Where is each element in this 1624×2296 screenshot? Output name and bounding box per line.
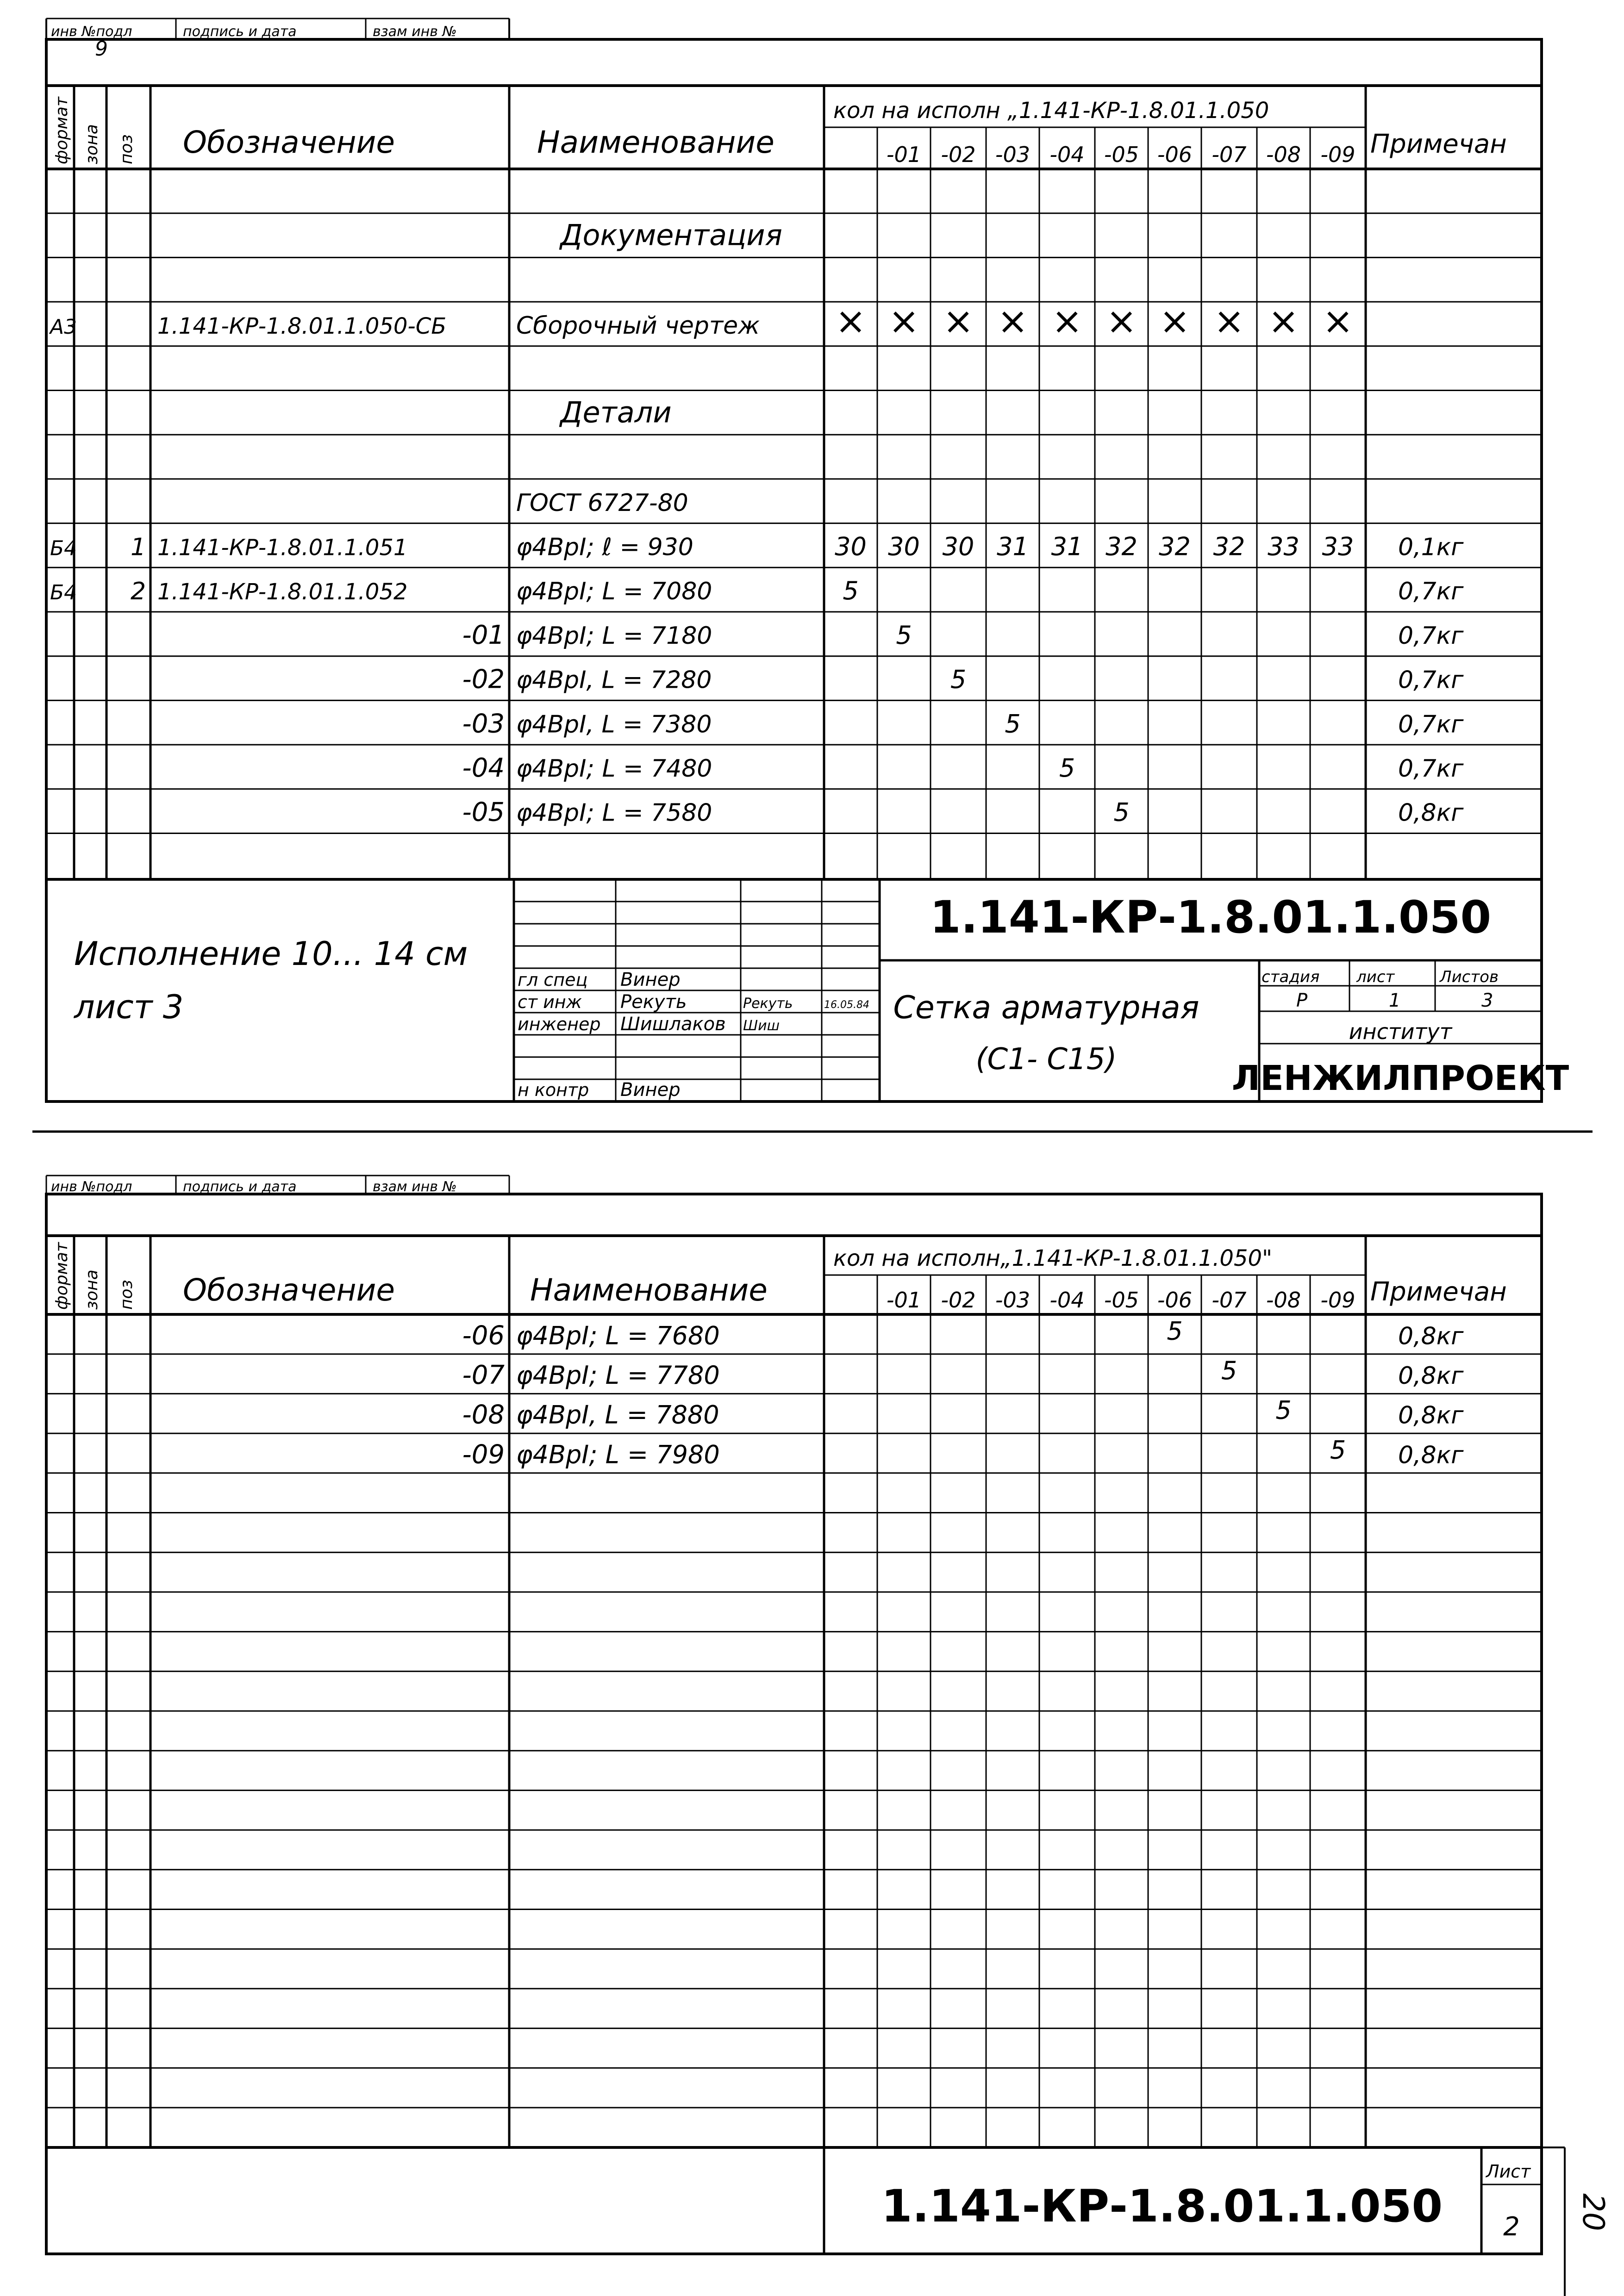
role-label: н контр xyxy=(518,1080,589,1100)
cell-name: φ4ВрI; L = 7480 xyxy=(516,755,712,783)
cell-name: φ4ВрI; ℓ = 930 xyxy=(516,533,693,561)
stamp-replace-label: взам инв № xyxy=(373,1179,457,1195)
header-name: Наименование xyxy=(537,124,775,160)
header-pos: поз xyxy=(117,1280,136,1310)
header-note: Примечан xyxy=(1370,129,1507,159)
cell-quantity: 5 xyxy=(1113,797,1130,827)
cell-quantity: × xyxy=(943,299,974,343)
cell-position: 2 xyxy=(131,578,146,606)
role-signature: Рекуть xyxy=(743,996,793,1012)
cell-designation: 1.141-КР-1.8.01.1.052 xyxy=(157,579,408,605)
role-label: гл спец xyxy=(518,970,588,990)
cell-name: φ4ВрI; L = 7680 xyxy=(516,1321,720,1350)
cell-name: φ4ВрI; L = 7180 xyxy=(516,622,712,650)
cell-name: φ4ВрI, L = 7280 xyxy=(516,666,712,694)
cell-quantity: × xyxy=(835,299,867,343)
header-variant: -07 xyxy=(1212,1288,1247,1313)
cell-note: 0,8кг xyxy=(1398,1401,1464,1430)
cell-quantity: × xyxy=(997,299,1029,343)
cell-quantity: × xyxy=(888,299,920,343)
stamp-inv-value: 9 xyxy=(95,37,108,61)
role-name: Винер xyxy=(620,969,681,990)
cell-quantity: × xyxy=(1322,299,1354,343)
sheet2-frame xyxy=(46,1194,1542,2254)
header-variant: -05 xyxy=(1104,142,1139,167)
cell-position: 1 xyxy=(131,533,146,561)
cell-quantity: × xyxy=(1106,299,1137,343)
header-variant: -04 xyxy=(1049,1288,1085,1313)
cell-note: 0,8кг xyxy=(1398,1322,1464,1350)
cell-quantity: 30 xyxy=(942,532,974,561)
header-variant: -06 xyxy=(1157,1288,1193,1313)
cell-quantity: × xyxy=(1159,299,1191,343)
sheet-number: 2 xyxy=(1503,2212,1520,2242)
stage-value: Р xyxy=(1296,990,1308,1011)
cell-note: 0,8кг xyxy=(1398,799,1464,827)
sheet-label: Лист xyxy=(1486,2161,1531,2182)
header-variant: -03 xyxy=(995,142,1031,167)
cell-name: φ4ВрI, L = 7380 xyxy=(516,710,712,739)
cell-note: 0,7кг xyxy=(1398,622,1464,650)
header-variant: -09 xyxy=(1320,142,1355,167)
cell-quantity: 30 xyxy=(835,532,867,561)
role-date: 16.05.84 xyxy=(824,999,869,1011)
cell-note: 0,7кг xyxy=(1398,666,1464,694)
cell-designation: -09 xyxy=(462,1439,505,1470)
header-variant: -04 xyxy=(1049,142,1085,167)
institute-label: институт xyxy=(1349,1019,1452,1044)
header-variant: -07 xyxy=(1212,142,1247,167)
header-designation: Обозначение xyxy=(183,124,395,160)
cell-format: Б4 xyxy=(50,536,77,560)
cell-designation: 1.141-КР-1.8.01.1.050-СБ xyxy=(157,313,447,340)
header-variant: -08 xyxy=(1266,142,1301,167)
sheets-value: 3 xyxy=(1481,990,1493,1011)
sheet-label: лист xyxy=(1356,968,1395,986)
cell-designation: -04 xyxy=(462,753,505,784)
header-variant: -09 xyxy=(1320,1288,1355,1313)
header-pos: поз xyxy=(117,134,136,164)
sheets-label: Листов xyxy=(1440,968,1499,986)
cell-quantity: 5 xyxy=(1167,1316,1183,1346)
cell-note: 0,8кг xyxy=(1398,1362,1464,1390)
cell-quantity: 5 xyxy=(1059,753,1075,783)
role-label: ст инж xyxy=(518,992,582,1012)
sheet-value: 1 xyxy=(1389,990,1401,1011)
cell-name: Документация xyxy=(560,218,782,252)
header-variant: -06 xyxy=(1157,142,1193,167)
header-variant: -02 xyxy=(941,142,976,167)
cell-designation: -08 xyxy=(462,1400,505,1430)
header-variant: -08 xyxy=(1266,1288,1301,1313)
sheet-ref-note: лист 3 xyxy=(74,988,184,1026)
cell-name: φ4ВрI; L = 7080 xyxy=(516,578,712,606)
cell-quantity: × xyxy=(1268,299,1299,343)
stamp-replace-label: взам инв № xyxy=(373,24,457,40)
cell-format: А3 xyxy=(50,315,77,339)
cell-quantity: × xyxy=(1051,299,1083,343)
role-name: Рекуть xyxy=(620,991,687,1013)
cell-quantity: 5 xyxy=(950,665,967,694)
side-page-number: 20 xyxy=(1576,2193,1610,2231)
stamp-sign-label: подпись и дата xyxy=(183,1179,297,1195)
cell-designation: -05 xyxy=(462,797,505,828)
institute-name: ЛЕНЖИЛПРОЕКТ xyxy=(1231,1058,1569,1098)
cell-name: Детали xyxy=(560,395,672,429)
stamp-inv-label: инв №подл xyxy=(51,24,132,40)
stamp-inv-label: инв №подл xyxy=(51,1179,132,1195)
cell-name: Сборочный чертеж xyxy=(516,312,760,340)
doc-subtitle: (С1- С15) xyxy=(975,1042,1117,1076)
cell-name: φ4ВрI, L = 7880 xyxy=(516,1400,719,1430)
header-variant: -05 xyxy=(1104,1288,1139,1313)
stage-label: стадия xyxy=(1262,968,1320,986)
cell-quantity: 31 xyxy=(1051,532,1083,561)
cell-quantity: 5 xyxy=(1330,1435,1346,1465)
cell-note: 0,7кг xyxy=(1398,710,1464,739)
role-name: Винер xyxy=(620,1079,681,1101)
cell-name: φ4ВрI; L = 7580 xyxy=(516,799,712,827)
header-zone: зона xyxy=(82,124,101,164)
header-variant: -01 xyxy=(886,1288,922,1313)
stamp-sign-label: подпись и дата xyxy=(183,24,297,40)
role-name: Шишлаков xyxy=(620,1014,726,1035)
header-zone: зона xyxy=(82,1269,101,1310)
cell-name: φ4ВрI; L = 7980 xyxy=(516,1440,720,1469)
cell-designation: -01 xyxy=(462,620,505,650)
cell-designation: 1.141-КР-1.8.01.1.051 xyxy=(157,535,408,561)
header-variant: -03 xyxy=(995,1288,1031,1313)
cell-name: ГОСТ 6727-80 xyxy=(516,489,688,517)
cell-quantity: 32 xyxy=(1106,532,1137,561)
cell-designation: -03 xyxy=(462,709,505,739)
header-format: формат xyxy=(52,1242,71,1310)
header-qty-title: кол на исполн„1.141-КР-1.8.01.1.050" xyxy=(833,1245,1273,1271)
cell-note: 0,7кг xyxy=(1398,755,1464,783)
execution-note: Исполнение 10... 14 см xyxy=(74,935,468,973)
cell-quantity: 31 xyxy=(997,532,1029,561)
doc-title: Сетка арматурная xyxy=(893,989,1199,1026)
cell-note: 0,1кг xyxy=(1398,533,1464,561)
cell-quantity: × xyxy=(1213,299,1245,343)
cell-designation: -02 xyxy=(462,664,505,695)
cell-quantity: 5 xyxy=(1221,1356,1237,1385)
cell-quantity: 30 xyxy=(888,532,920,561)
cell-note: 0,7кг xyxy=(1398,578,1464,606)
header-qty-title: кол на исполн „1.141-КР-1.8.01.1.050 xyxy=(833,98,1269,124)
header-note: Примечан xyxy=(1370,1277,1507,1307)
header-format: формат xyxy=(52,97,71,164)
cell-name: φ4ВрI; L = 7780 xyxy=(516,1360,720,1390)
cell-quantity: 5 xyxy=(843,576,859,606)
role-label: инженер xyxy=(518,1014,601,1034)
cell-note: 0,8кг xyxy=(1398,1441,1464,1469)
header-variant: -01 xyxy=(886,142,922,167)
cell-quantity: 33 xyxy=(1268,532,1299,561)
header-designation: Обозначение xyxy=(183,1272,395,1308)
cell-quantity: 33 xyxy=(1322,532,1354,561)
cell-designation: -06 xyxy=(462,1320,505,1351)
doc-number: 1.141-КР-1.8.01.1.050 xyxy=(881,2180,1443,2232)
cell-quantity: 5 xyxy=(896,620,912,650)
cell-quantity: 5 xyxy=(1005,709,1021,739)
cell-quantity: 5 xyxy=(1275,1395,1292,1425)
cell-quantity: 32 xyxy=(1159,532,1191,561)
role-signature: Шиш xyxy=(743,1018,780,1034)
header-name: Наименование xyxy=(530,1272,768,1308)
header-variant: -02 xyxy=(941,1288,976,1313)
cell-format: Б4 xyxy=(50,581,77,605)
cell-quantity: 32 xyxy=(1213,532,1245,561)
doc-number: 1.141-КР-1.8.01.1.050 xyxy=(930,891,1492,943)
cell-designation: -07 xyxy=(462,1360,505,1390)
